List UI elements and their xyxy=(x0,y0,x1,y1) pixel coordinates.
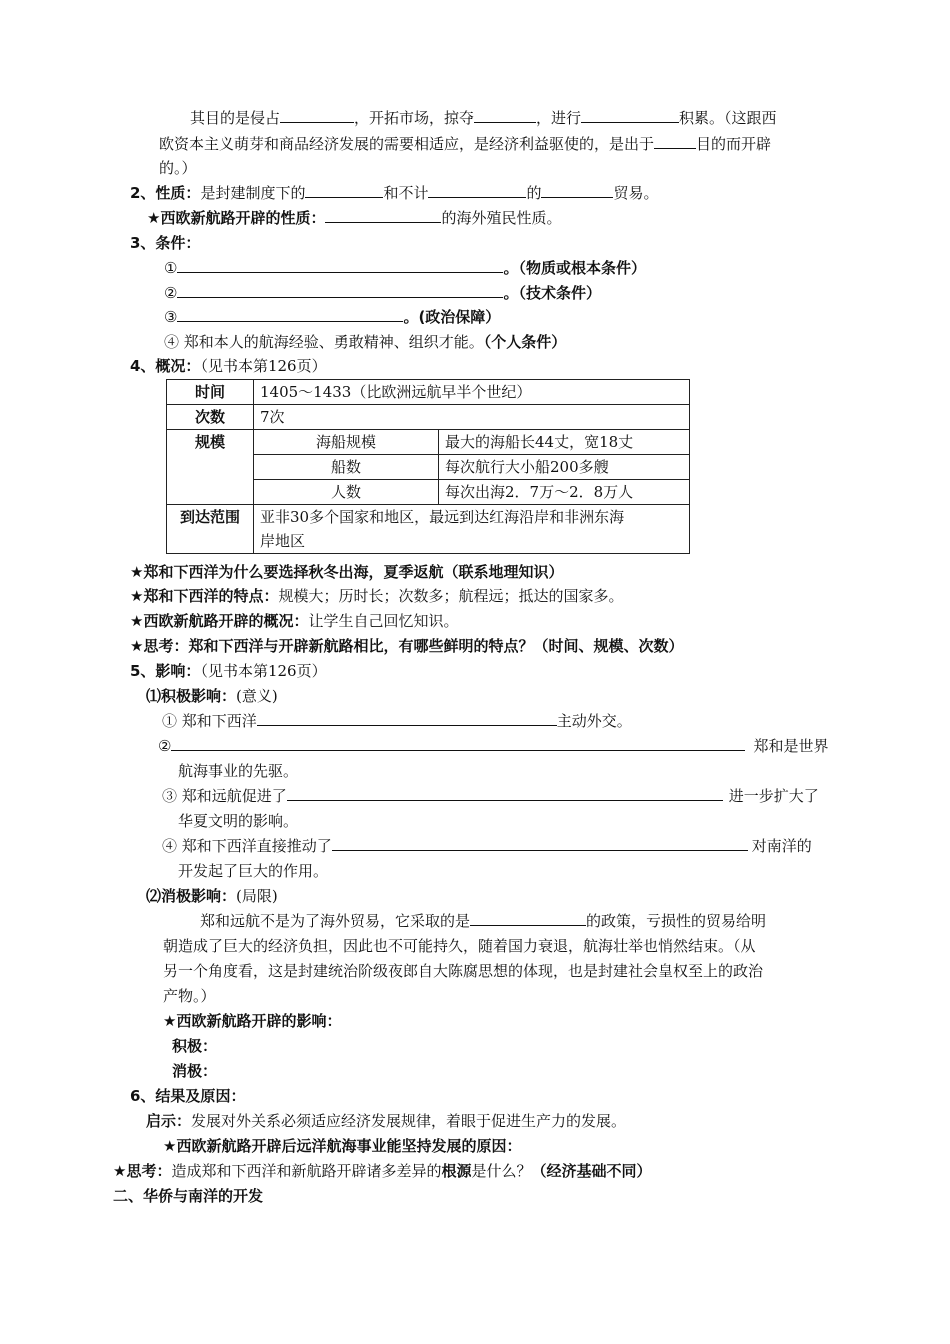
section-2: 2、性质：是封建制度下的 和不计 的 贸易。 xyxy=(130,184,659,202)
positive-4-cont: 开发起了巨大的作用。 xyxy=(178,862,329,880)
positive-1: ① 郑和下西洋 主动外交。 xyxy=(162,712,632,730)
section-4-heading: 4、概况：（见书本第126页） xyxy=(130,357,327,375)
positive-heading: ⑴积极影响：(意义) xyxy=(146,687,278,705)
table-sub-value: 每次出海2．7万～2．8万人 xyxy=(439,480,690,505)
star-west-impact: ★西欧新航路开辟的影响： xyxy=(163,1012,342,1030)
blank[interactable] xyxy=(287,785,723,801)
table-value-count: 7次 xyxy=(254,405,690,430)
table-row xyxy=(167,380,690,405)
table-label-scale: 规模 xyxy=(167,430,254,505)
star-west-reason: ★西欧新航路开辟后远洋航海事业能坚持发展的原因： xyxy=(163,1137,522,1155)
intro-line-2: 欧资本主义萌芽和商品经济发展的需要相适应，是经济利益驱使的，是出于 目的而开辟 xyxy=(159,135,772,153)
table-sub-value: 最大的海船长44丈，宽18丈 xyxy=(439,430,690,455)
impact-positive: 积极： xyxy=(172,1037,218,1055)
table-sub-key: 船数 xyxy=(254,455,439,480)
blank[interactable] xyxy=(177,282,503,298)
table-row xyxy=(167,405,690,430)
blank[interactable] xyxy=(474,107,536,123)
blank[interactable] xyxy=(280,107,354,123)
positive-3-cont: 华夏文明的影响。 xyxy=(178,812,299,830)
negative-line-1: 郑和远航不是为了海外贸易，它采取的是 的政策，亏损性的贸易给明 xyxy=(200,912,767,930)
section-3-heading: 3、条件： xyxy=(130,234,201,252)
insight: 启示：发展对外关系必须适应经济发展规律，着眼于促进生产力的发展。 xyxy=(146,1112,627,1130)
section-2-star: ★西欧新航路开辟的性质： 的海外殖民性质。 xyxy=(147,209,562,227)
positive-2-cont: 航海事业的先驱。 xyxy=(178,762,299,780)
negative-line-4: 产物。） xyxy=(163,987,216,1005)
condition-4: ④ 郑和本人的航海经验、勇敢精神、组织才能。（个人条件） xyxy=(164,333,567,351)
think-root-cause: ★思考：造成郑和下西洋和新航路开辟诸多差异的根源是什么？（经济基础不同） xyxy=(113,1162,652,1180)
impact-negative: 消极： xyxy=(172,1062,218,1080)
blank[interactable] xyxy=(581,107,679,123)
blank[interactable] xyxy=(332,835,748,851)
blank[interactable] xyxy=(177,306,403,322)
blank[interactable] xyxy=(171,735,745,751)
blank[interactable] xyxy=(541,182,613,198)
star-features: ★郑和下西洋的特点：规模大；历时长；次数多；航程远；抵达的国家多。 xyxy=(130,587,624,605)
condition-2: ② 。（技术条件） xyxy=(164,284,601,302)
table-row xyxy=(167,430,690,455)
overview-table xyxy=(166,379,690,554)
positive-4: ④ 郑和下西洋直接推动了 对南洋的 xyxy=(162,837,812,855)
blank[interactable] xyxy=(305,182,383,198)
intro-line-3: 的。） xyxy=(159,159,197,177)
blank[interactable] xyxy=(325,207,441,223)
table-value-time: 1405～1433（比欧洲远航早半个世纪） xyxy=(254,380,690,405)
think-compare: ★思考：郑和下西洋与开辟新航路相比，有哪些鲜明的特点？（时间、规模、次数） xyxy=(130,637,684,655)
blank[interactable] xyxy=(257,710,557,726)
blank[interactable] xyxy=(177,257,503,273)
star-overview: ★西欧新航路开辟的概况：让学生自己回忆知识。 xyxy=(130,612,459,630)
condition-3: ③ 。(政治保障） xyxy=(164,308,501,326)
negative-line-3: 另一个角度看，这是封建统治阶级夜郎自大陈腐思想的体现，也是封建社会皇权至上的政治 xyxy=(163,962,764,980)
star-why-season: ★郑和下西洋为什么要选择秋冬出海，夏季返航（联系地理知识） xyxy=(130,563,564,581)
positive-2: ② 郑和是世界 xyxy=(158,737,829,755)
intro-line-1: 其目的是侵占 ，开拓市场，掠夺 ，进行 积累。（这跟西 xyxy=(190,109,777,127)
section-6-heading: 6、结果及原因： xyxy=(130,1087,246,1105)
blank[interactable] xyxy=(470,910,586,926)
table-row xyxy=(167,505,690,554)
negative-line-2: 朝造成了巨大的经济负担，因此也不可能持久，随着国力衰退，航海壮举也悄然结束。（从 xyxy=(163,937,756,955)
blank[interactable] xyxy=(428,182,526,198)
table-sub-key: 人数 xyxy=(254,480,439,505)
table-label-range: 到达范围 xyxy=(167,505,254,554)
blank[interactable] xyxy=(654,133,696,149)
table-label-count: 次数 xyxy=(167,405,254,430)
negative-heading: ⑵消极影响：(局限) xyxy=(146,887,278,905)
table-label-time: 时间 xyxy=(167,380,254,405)
section-5-heading: 5、影响：（见书本第126页） xyxy=(130,662,327,680)
condition-1: ① 。（物质或根本条件） xyxy=(164,259,646,277)
table-sub-key: 海船规模 xyxy=(254,430,439,455)
table-sub-value: 每次航行大小船200多艘 xyxy=(439,455,690,480)
part-2-heading: 二、华侨与南洋的开发 xyxy=(113,1187,264,1205)
table-value-range: 亚非30多个国家和地区，最远到达红海沿岸和非洲东海 岸地区 xyxy=(254,505,690,554)
positive-3: ③ 郑和远航促进了 进一步扩大了 xyxy=(162,787,819,805)
